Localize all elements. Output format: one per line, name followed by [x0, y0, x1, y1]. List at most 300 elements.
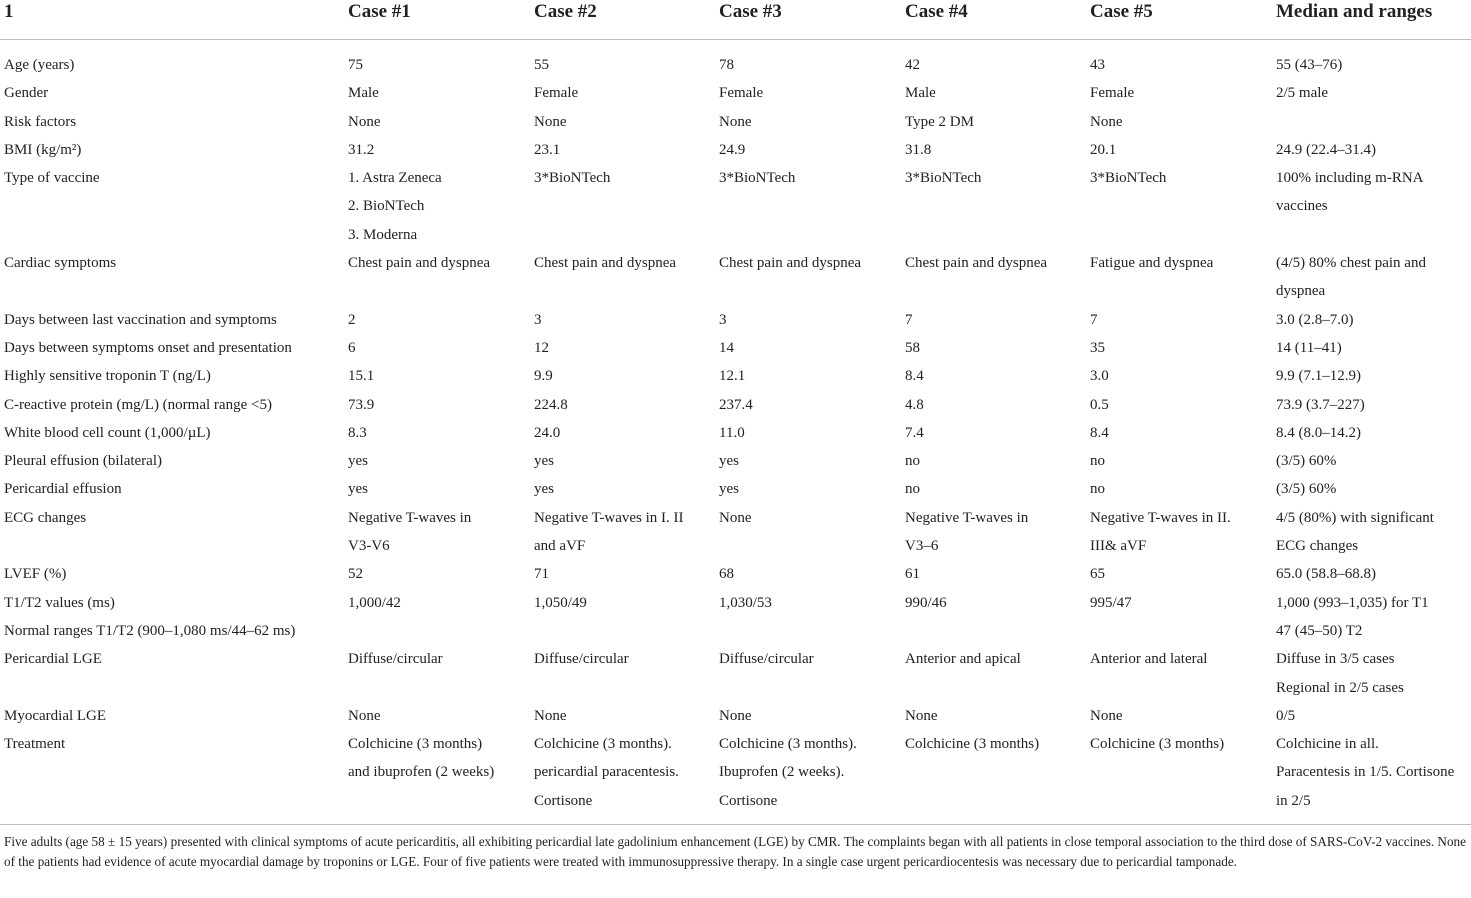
table-cell — [534, 40, 719, 80]
footnote-text: of SARS-CoV-2 vaccines. None of the patients had evidence of acute myocardial damage by troponins or LGE. Four of five patients were treated with immunosuppressive therapy. In a single case urgent pericardiocentesis was necessary due to — [4, 834, 1466, 869]
cell-line: 42 — [905, 57, 920, 73]
row-label — [0, 504, 348, 561]
cell-line: Chest pain and dyspnea — [534, 255, 677, 272]
table-cell — [1276, 362, 1471, 390]
cell-line: 224.8 — [534, 396, 568, 413]
row-label-line: Gender — [4, 85, 49, 102]
table-cell — [1276, 589, 1471, 646]
table-cell — [905, 40, 1090, 80]
cell-line: Colchicine in all. — [1276, 736, 1379, 753]
cell-line: 75 — [348, 57, 363, 73]
cell-line: 31.2 — [348, 141, 375, 158]
table-cell — [905, 645, 1090, 702]
table-cell — [1090, 108, 1276, 136]
row-label — [0, 645, 348, 702]
column-header: 1 — [0, 0, 348, 40]
row-label — [0, 362, 348, 390]
cell-line: 3*BioNTech — [719, 170, 796, 187]
table-cell — [348, 475, 534, 503]
table-row — [0, 164, 1471, 249]
table-cell — [1276, 560, 1471, 588]
table-cell — [1090, 164, 1276, 249]
cell-line: 3. Moderna — [348, 226, 418, 243]
table-cell — [348, 40, 534, 80]
row-label — [0, 391, 348, 419]
table-cell — [719, 447, 905, 475]
table-cell — [1090, 475, 1276, 503]
cell-line: Colchicine (3 months). — [534, 736, 672, 753]
table-cell — [534, 447, 719, 475]
table-cell — [534, 334, 719, 362]
cell-line: (3/5) 60% — [1276, 481, 1337, 498]
cell-line: no — [905, 453, 920, 470]
table-row — [0, 108, 1471, 136]
cell-line: 990/46 — [905, 594, 947, 611]
row-label-line: Pericardial effusion — [4, 481, 122, 498]
cell-line: Ibuprofen (2 weeks). — [719, 764, 845, 781]
cell-line: 23.1 — [534, 141, 561, 158]
table-cell — [1090, 79, 1276, 107]
row-label — [0, 40, 348, 80]
table-cell — [719, 40, 905, 80]
row-label-line: Myocardial LGE — [4, 707, 107, 724]
table-cell — [534, 108, 719, 136]
row-label-line: Treatment — [4, 736, 66, 753]
row-label-line: Cardiac symptoms — [4, 255, 117, 272]
table-cell — [719, 164, 905, 249]
cell-line: None — [348, 113, 381, 130]
cell-line: no — [1090, 481, 1105, 498]
table-cell — [1090, 249, 1276, 306]
table-cell — [1276, 79, 1471, 107]
table-header — [0, 0, 1471, 40]
row-label — [0, 249, 348, 306]
cell-line: 55 (43–76) — [1276, 57, 1343, 73]
table-cell — [905, 702, 1090, 730]
cell-line: 12.1 — [719, 368, 746, 385]
table-cell — [534, 249, 719, 306]
cell-line: None — [719, 707, 752, 724]
table-cell — [719, 730, 905, 824]
column-header: Case #3 — [719, 0, 905, 40]
table-cell — [1090, 645, 1276, 702]
cell-line: Diffuse/circular — [719, 651, 814, 668]
row-label-line: Age (years) — [4, 57, 75, 73]
cell-line: 68 — [719, 566, 734, 583]
table-cell — [905, 249, 1090, 306]
table-cell — [719, 108, 905, 136]
cell-line: V3-V6 — [348, 538, 390, 555]
table-cell — [1090, 334, 1276, 362]
cell-line: 65.0 (58.8–68.8) — [1276, 566, 1376, 583]
table-cell — [719, 306, 905, 334]
row-label — [0, 560, 348, 588]
row-label — [0, 79, 348, 107]
cell-line: 3.0 (2.8–7.0) — [1276, 311, 1354, 328]
cell-line: 47 (45–50) T2 — [1276, 622, 1363, 639]
cell-line: 3.0 — [1090, 368, 1109, 385]
table-cell — [348, 136, 534, 164]
table-row — [0, 447, 1471, 475]
table-cell — [348, 362, 534, 390]
table-cell — [1090, 40, 1276, 80]
table-row — [0, 475, 1471, 503]
cell-line: 43 — [1090, 57, 1105, 73]
row-label — [0, 730, 348, 824]
cell-line: 6 — [348, 339, 356, 356]
table-cell — [1090, 419, 1276, 447]
table-cell — [1276, 391, 1471, 419]
table-cell — [534, 136, 719, 164]
cell-line: Fatigue and dyspnea — [1090, 255, 1214, 272]
cell-line: Anterior and apical — [905, 651, 1021, 668]
cell-line: 1,000/42 — [348, 594, 401, 611]
table-cell — [905, 730, 1090, 824]
table-cell — [1090, 362, 1276, 390]
table-row — [0, 136, 1471, 164]
table-cell — [348, 447, 534, 475]
cell-line: yes — [348, 453, 368, 470]
cell-line: Negative T-waves in II. — [1090, 509, 1231, 526]
table-row — [0, 589, 1471, 646]
row-label — [0, 702, 348, 730]
cell-line: Male — [905, 85, 936, 102]
row-label-line: Highly sensitive troponin T (ng/L) — [4, 368, 211, 385]
table-row — [0, 560, 1471, 588]
cell-line: 14 — [719, 339, 734, 356]
column-header: Case #4 — [905, 0, 1090, 40]
cell-line: 73.9 (3.7–227) — [1276, 396, 1365, 413]
table-row — [0, 702, 1471, 730]
cell-line: 1,050/49 — [534, 594, 587, 611]
table-cell — [534, 730, 719, 824]
row-label-line: Pleural effusion (bilateral) — [4, 453, 162, 470]
cell-line: Negative T-waves in I. II — [534, 509, 684, 526]
cell-line: yes — [719, 481, 739, 498]
row-label-line: LVEF (%) — [4, 566, 67, 583]
row-label — [0, 108, 348, 136]
cell-line: 0.5 — [1090, 396, 1109, 413]
table-cell — [1090, 391, 1276, 419]
cell-line: 2/5 male — [1276, 85, 1329, 102]
table-cell — [348, 108, 534, 136]
cell-line: None — [1090, 707, 1123, 724]
cell-line: 65 — [1090, 566, 1105, 583]
table-cell — [1090, 560, 1276, 588]
cell-line: 4.8 — [905, 396, 924, 413]
row-label-line: T1/T2 values (ms) — [4, 594, 115, 611]
cell-line: 9.9 (7.1–12.9) — [1276, 368, 1361, 385]
table-cell — [348, 504, 534, 561]
row-label — [0, 447, 348, 475]
table-cell — [719, 79, 905, 107]
cell-line: pericardial paracentesis. — [534, 764, 679, 781]
cell-line: yes — [534, 453, 554, 470]
table-cell — [1276, 249, 1471, 306]
table-cell — [905, 362, 1090, 390]
table-cell — [1276, 136, 1471, 164]
cell-line: Cortisone — [719, 792, 778, 809]
row-label-line: White blood cell count (1,000/µL) — [4, 424, 211, 441]
table-cell — [905, 391, 1090, 419]
cell-line: (3/5) 60% — [1276, 453, 1337, 470]
cell-line: and aVF — [534, 538, 586, 555]
cell-line: (4/5) 80% chest pain and — [1276, 255, 1426, 272]
table-row — [0, 730, 1471, 824]
table-cell — [1276, 504, 1471, 561]
cell-line: 1. Astra Zeneca — [348, 170, 442, 187]
cell-line: None — [905, 707, 938, 724]
table-cell — [905, 306, 1090, 334]
cell-line: 3*BioNTech — [1090, 170, 1167, 187]
table-cell — [348, 560, 534, 588]
cell-line: 4/5 (80%) with significant — [1276, 509, 1434, 526]
table-cell — [1090, 702, 1276, 730]
cell-line: Female — [719, 85, 764, 102]
table-cell — [534, 79, 719, 107]
table-row — [0, 362, 1471, 390]
table-cell — [719, 645, 905, 702]
cell-line: 73.9 — [348, 396, 375, 413]
cell-line: 2 — [348, 311, 356, 328]
cell-line: 1,030/53 — [719, 594, 772, 611]
row-label — [0, 306, 348, 334]
table-row — [0, 419, 1471, 447]
cell-line: Diffuse/circular — [534, 651, 629, 668]
table-cell — [534, 504, 719, 561]
row-label — [0, 334, 348, 362]
table-row — [0, 504, 1471, 561]
cell-line: Female — [1090, 85, 1135, 102]
table-cell — [719, 362, 905, 390]
cell-line: 58 — [905, 339, 920, 356]
column-header: Case #5 — [1090, 0, 1276, 40]
table-cell — [1276, 164, 1471, 249]
table-cell — [905, 334, 1090, 362]
table-cell — [348, 79, 534, 107]
table-row — [0, 40, 1471, 80]
cell-line: 7 — [905, 311, 913, 328]
table-cell — [1276, 108, 1471, 136]
header-row — [0, 0, 1471, 40]
cell-line: 7.4 — [905, 424, 924, 441]
table-cell — [1276, 419, 1471, 447]
cell-line: Female — [534, 85, 579, 102]
cell-line: III& aVF — [1090, 538, 1147, 555]
table-cell — [719, 334, 905, 362]
cell-line: Male — [348, 85, 379, 102]
row-label-line: C-reactive protein (mg/L) (normal range <5) — [4, 396, 272, 413]
cell-line: yes — [719, 453, 739, 470]
cell-line: None — [534, 707, 567, 724]
row-label — [0, 164, 348, 249]
cell-line: None — [348, 707, 381, 724]
table-cell — [719, 249, 905, 306]
table-cell — [534, 362, 719, 390]
table-cell — [905, 108, 1090, 136]
cell-line: None — [534, 113, 567, 130]
table-cell — [348, 645, 534, 702]
cell-line: 3 — [534, 311, 542, 328]
table-cell — [1276, 475, 1471, 503]
table-cell — [905, 164, 1090, 249]
cell-line: and ibuprofen (2 weeks) — [348, 764, 495, 781]
table-footnote — [4, 832, 1466, 871]
cell-line: 2. BioNTech — [348, 198, 425, 215]
table-cell — [1276, 40, 1471, 80]
table-cell — [1090, 589, 1276, 646]
cell-line: 8.4 (8.0–14.2) — [1276, 424, 1361, 441]
cell-line: Anterior and lateral — [1090, 651, 1208, 668]
table-row — [0, 79, 1471, 107]
table-cell — [905, 504, 1090, 561]
row-label — [0, 475, 348, 503]
cell-line: None — [1090, 113, 1123, 130]
cell-line: 12 — [534, 339, 549, 356]
cell-line: Chest pain and dyspnea — [905, 255, 1048, 272]
cell-line: Paracentesis in 1/5. Cortisone — [1276, 764, 1455, 781]
table-cell — [1090, 730, 1276, 824]
table-cell — [1276, 645, 1471, 702]
cell-line: Cortisone — [534, 792, 593, 809]
table-row — [0, 249, 1471, 306]
table-cell — [348, 306, 534, 334]
cell-line: 35 — [1090, 339, 1105, 356]
cell-line: 237.4 — [719, 396, 753, 413]
cell-line: 71 — [534, 566, 549, 583]
row-label-line: BMI (kg/m²) — [4, 141, 82, 158]
table-cell — [1276, 306, 1471, 334]
cell-line: Negative T-waves in — [905, 509, 1029, 526]
table-cell — [719, 391, 905, 419]
cell-line: 0/5 — [1276, 707, 1296, 724]
table-cell — [719, 589, 905, 646]
table-row — [0, 645, 1471, 702]
cell-line: vaccines — [1276, 198, 1328, 215]
cell-line: 100% including m-RNA — [1276, 170, 1424, 187]
row-label-line: ECG changes — [4, 509, 87, 526]
cell-line: 14 (11–41) — [1276, 339, 1342, 356]
table-cell — [905, 136, 1090, 164]
table-body — [0, 40, 1471, 825]
cell-line: Regional in 2/5 cases — [1276, 679, 1404, 696]
cell-line: 995/47 — [1090, 594, 1132, 611]
footnote-text: Five adults (age 58 ± 15 years) presented with clinical symptoms of acute pericarditis, all exhibiting pericardial late gadolinium enhancement (LGE) by CMR. The complaints began with all patients in close temporal association to the third dose — [4, 834, 1293, 849]
table-cell — [348, 334, 534, 362]
table-cell — [1276, 730, 1471, 824]
cell-line: 61 — [905, 566, 920, 583]
cell-line: 55 — [534, 57, 549, 73]
cell-line: 3*BioNTech — [534, 170, 611, 187]
table-cell — [348, 730, 534, 824]
row-label-line: Pericardial LGE — [4, 651, 102, 668]
row-label-line: Type of vaccine — [4, 170, 100, 187]
table-cell — [905, 419, 1090, 447]
table-cell — [534, 645, 719, 702]
column-header: Case #1 — [348, 0, 534, 40]
cell-line: Type 2 DM — [905, 113, 974, 130]
table-cell — [1276, 702, 1471, 730]
cell-line: 24.9 (22.4–31.4) — [1276, 141, 1376, 158]
table-cell — [1276, 334, 1471, 362]
cell-line: 8.4 — [1090, 424, 1109, 441]
cell-line: 3 — [719, 311, 727, 328]
cell-line: 11.0 — [719, 424, 745, 441]
cell-line: Chest pain and dyspnea — [719, 255, 862, 272]
table-cell — [348, 419, 534, 447]
table-row — [0, 306, 1471, 334]
table-cell — [1090, 136, 1276, 164]
column-header: Median and ranges — [1276, 0, 1471, 40]
table-cell — [719, 560, 905, 588]
table-cell — [1090, 306, 1276, 334]
table-cell — [534, 164, 719, 249]
table-cell — [534, 702, 719, 730]
cell-line: 3*BioNTech — [905, 170, 982, 187]
cell-line: None — [719, 113, 752, 130]
cell-line: ECG changes — [1276, 538, 1359, 555]
cell-line: 24.0 — [534, 424, 561, 441]
table-cell — [534, 419, 719, 447]
cell-line: 8.3 — [348, 424, 367, 441]
row-label — [0, 419, 348, 447]
cell-line: 24.9 — [719, 141, 746, 158]
cell-line: Negative T-waves in — [348, 509, 472, 526]
cell-line: yes — [348, 481, 368, 498]
cell-line: Colchicine (3 months). — [719, 736, 857, 753]
table-cell — [348, 164, 534, 249]
cell-line: Colchicine (3 months) — [905, 736, 1040, 753]
table-cell — [905, 475, 1090, 503]
row-label-line: Days between symptoms onset and presentation — [4, 339, 292, 356]
table-cell — [1276, 447, 1471, 475]
row-label — [0, 136, 348, 164]
cell-line: in 2/5 — [1276, 792, 1311, 809]
table-cell — [534, 589, 719, 646]
cell-line: 31.8 — [905, 141, 932, 158]
cell-line: Chest pain and dyspnea — [348, 255, 491, 272]
table-cell — [348, 702, 534, 730]
row-label-line: Risk factors — [4, 113, 77, 130]
cell-line: Colchicine (3 months) — [348, 736, 483, 753]
cell-line: V3–6 — [905, 538, 939, 555]
table-row — [0, 391, 1471, 419]
table-cell — [719, 702, 905, 730]
table-cell — [905, 589, 1090, 646]
table-cell — [719, 419, 905, 447]
table-cell — [348, 391, 534, 419]
row-label-line: Days between last vaccination and symptoms — [4, 311, 277, 328]
column-header: Case #2 — [534, 0, 719, 40]
table-cell — [348, 249, 534, 306]
cell-line: 8.4 — [905, 368, 924, 385]
cell-line: 15.1 — [348, 368, 375, 385]
cell-line: Colchicine (3 months) — [1090, 736, 1225, 753]
cell-line: no — [905, 481, 920, 498]
cell-line: yes — [534, 481, 554, 498]
table-cell — [905, 560, 1090, 588]
table-cell — [1090, 504, 1276, 561]
table-cell — [534, 475, 719, 503]
row-label-line: Normal ranges T1/T2 (900–1,080 ms/44–62 ms) — [4, 622, 296, 639]
table-cell — [719, 504, 905, 561]
cell-line: 7 — [1090, 311, 1098, 328]
footnote-text: pericardial tamponade. — [1116, 853, 1237, 869]
row-label — [0, 589, 348, 646]
cell-line: no — [1090, 453, 1105, 470]
cell-line: 9.9 — [534, 368, 553, 385]
cell-line: Diffuse/circular — [348, 651, 443, 668]
